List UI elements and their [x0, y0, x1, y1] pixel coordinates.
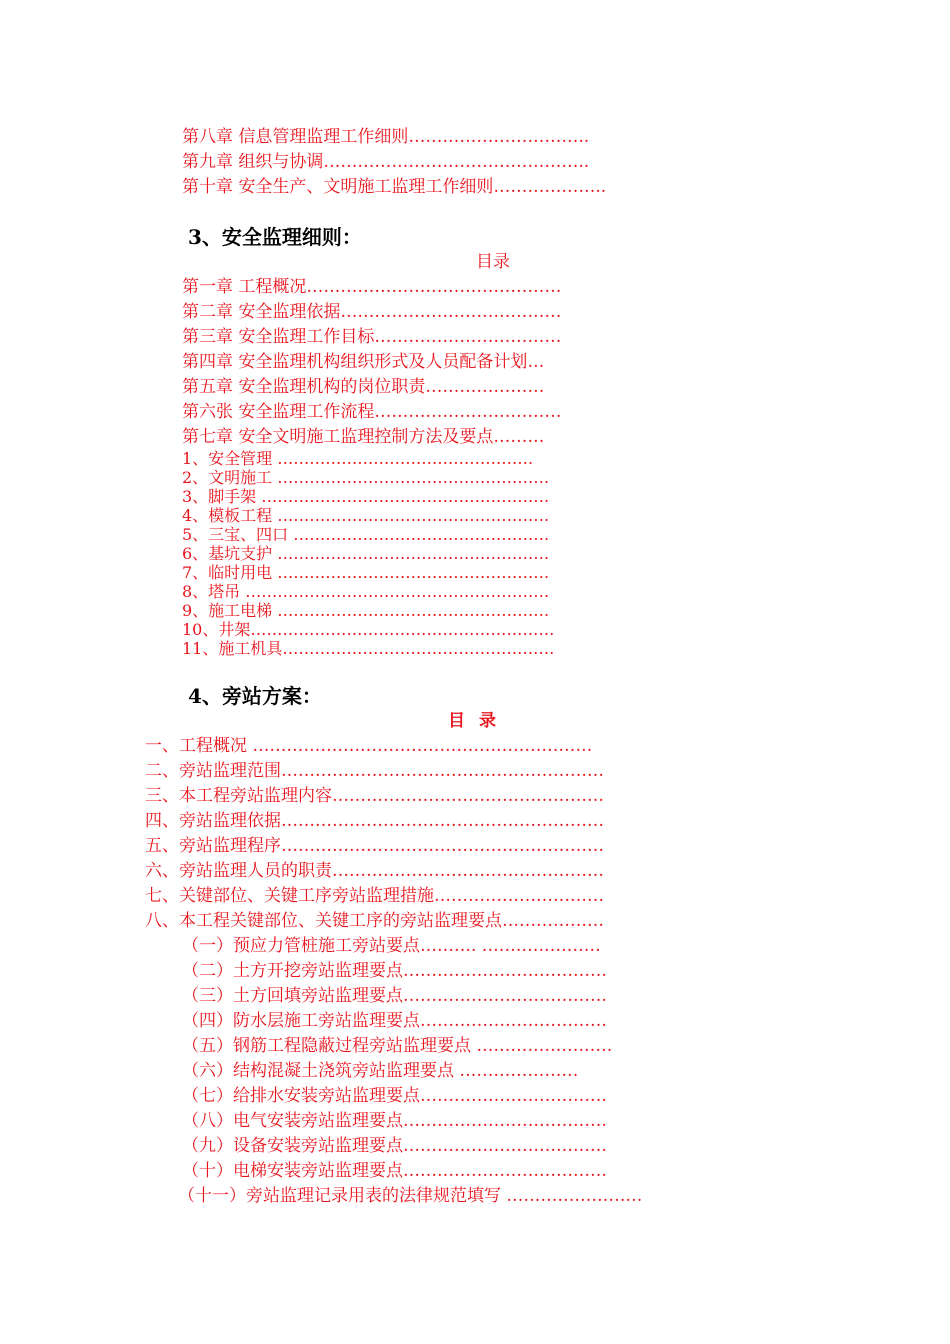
toc-subpoint-9: （九）设备安装旁站监理要点……………………………… [182, 1136, 607, 1156]
toc-item-5: 五、旁站监理程序………………………………………………… [145, 836, 604, 856]
toc-item-chapter-10: 第十章 安全生产、文明施工监理工作细则……………….. [182, 177, 607, 197]
toc-chapter-5: 第五章 安全监理机构的岗位职责………………… [182, 377, 545, 397]
toc-subpoint-1: （一）预应力管桩施工旁站要点………. ………………… [182, 936, 601, 956]
toc-subitem-4: 4、模板工程 …………………………………………… [182, 506, 550, 525]
toc-subpoint-6: （六）结构混凝土浇筑旁站监理要点 ………………… [182, 1061, 579, 1081]
section-3-heading: 3、安全监理细则： [188, 225, 362, 249]
toc-subpoint-5: （五）钢筋工程隐蔽过程旁站监理要点 …………………… [182, 1036, 613, 1056]
toc-item-7: 七、关键部位、关键工序旁站监理措施………………………… [145, 886, 604, 906]
toc-item-1: 一、工程概况 …………………………………………………… [145, 736, 593, 756]
toc-item-2: 二、旁站监理范围………………………………………………… [145, 761, 604, 781]
toc-subitem-11: 11、施工机具…………………………………………… [182, 639, 555, 658]
toc-subpoint-7: （七）给排水安装旁站监理要点…………………………… [182, 1086, 607, 1106]
toc-subpoint-8: （八）电气安装旁站监理要点……………………………… [182, 1111, 607, 1131]
toc-subitem-5: 5、三宝、四口 ………………………………………… [182, 525, 550, 544]
toc-subitem-7: 7、临时用电 …………………………………………… [182, 563, 550, 582]
toc-chapter-2: 第二章 安全监理依据………………………………… [182, 302, 562, 322]
toc-subitem-8: 8、塔吊 ………………………………………………… [182, 582, 550, 601]
toc-item-chapter-8: 第八章 信息管理监理工作细则………………………….. [182, 127, 590, 147]
toc-subpoint-10: （十）电梯安装旁站监理要点……………………………… [182, 1161, 607, 1181]
toc-item-3: 三、本工程旁站监理内容………………………………………… [145, 786, 604, 806]
toc-item-6: 六、旁站监理人员的职责………………………………………… [145, 861, 604, 881]
toc-subpoint-3: （三）土方回填旁站监理要点……………………………… [182, 986, 607, 1006]
toc-subpoint-11: （十一）旁站监理记录用表的法律规范填写 …………………… [178, 1186, 643, 1206]
toc-item-4: 四、旁站监理依据………………………………………………… [145, 811, 604, 831]
toc-subpoint-2: （二）土方开挖旁站监理要点……………………………… [182, 961, 607, 981]
toc-item-8: 八、本工程关键部位、关键工序的旁站监理要点……………… [145, 911, 604, 931]
section-4-heading: 4、旁站方案： [188, 684, 322, 708]
toc-chapter-3: 第三章 安全监理工作目标…………………………… [182, 327, 562, 347]
section-3-toc-title: 目录 [476, 252, 510, 272]
toc-subitem-9: 9、施工电梯 …………………………………………… [182, 601, 550, 620]
toc-chapter-6: 第六张 安全监理工作流程…………………………… [182, 402, 562, 422]
toc-subitem-1: 1、安全管理 ………………………………………… [182, 449, 534, 468]
toc-chapter-7: 第七章 安全文明施工监理控制方法及要点……… [182, 427, 545, 447]
toc-subitem-10: 10、井架………………………………………………… [182, 620, 555, 639]
toc-subitem-6: 6、基坑支护 …………………………………………… [182, 544, 550, 563]
toc-subitem-3: 3、脚手架 ……………………………………………… [182, 487, 550, 506]
toc-chapter-4: 第四章 安全监理机构组织形式及人员配备计划… [182, 352, 545, 372]
toc-item-chapter-9: 第九章 组织与协调……………………………………….. [182, 152, 590, 172]
toc-chapter-1: 第一章 工程概况……………………………………… [182, 277, 562, 297]
toc-subpoint-4: （四）防水层施工旁站监理要点…………………………… [182, 1011, 607, 1031]
section-4-toc-title: 目录 [448, 711, 510, 731]
toc-subitem-2: 2、文明施工 …………………………………………… [182, 468, 550, 487]
